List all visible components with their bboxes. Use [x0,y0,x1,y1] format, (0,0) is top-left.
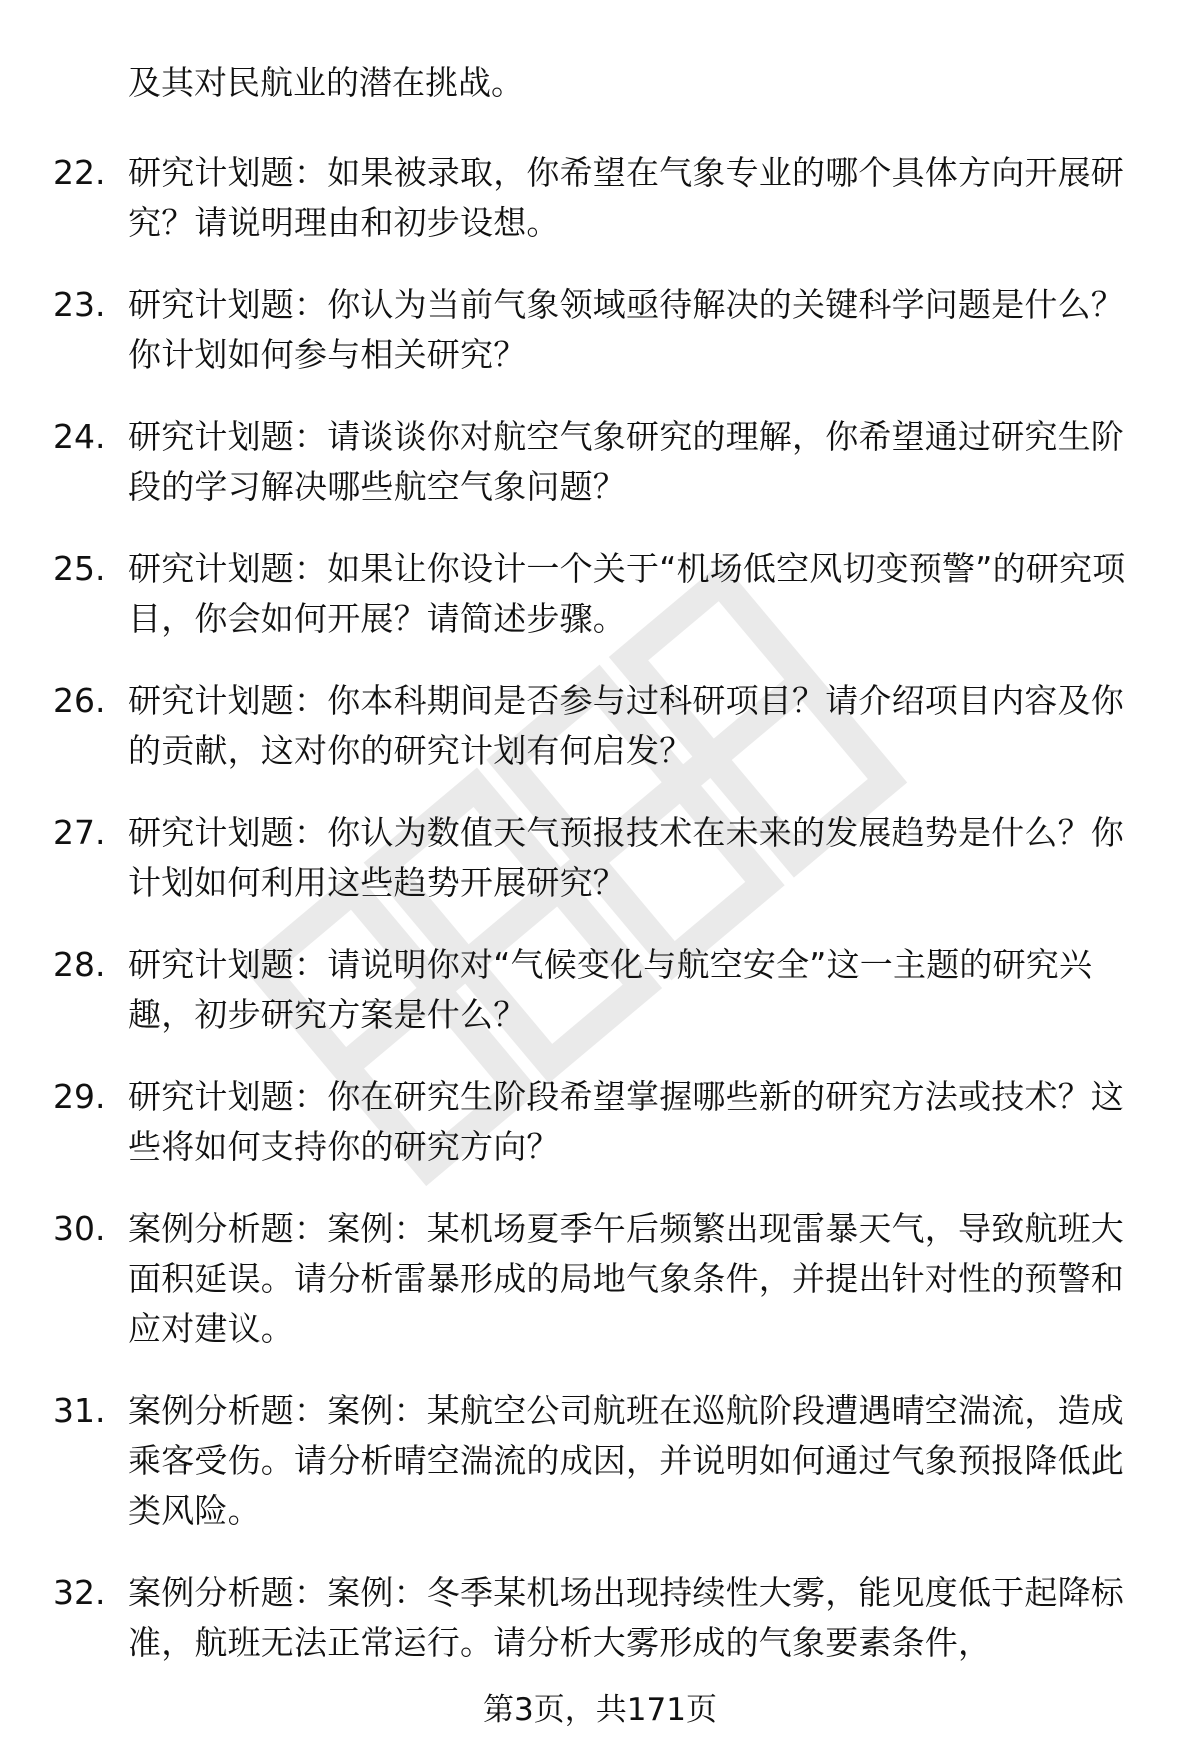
page-number-footer: 第3页，共171页 [483,1692,717,1728]
question-number: 28. [53,945,106,984]
question-item [0,940,1200,1040]
question-number: 29. [53,1077,106,1116]
question-item [0,1072,1200,1172]
question-item [0,676,1200,776]
question-text: 案例分析题：案例：某机场夏季午后频繁出现雷暴天气，导致航班大面积延误。请分析雷暴形成的局地气象条件，并提出针对性的预警和应对建议。 [128,1209,1124,1348]
question-text: 研究计划题：请说明你对“气候变化与航空安全”这一主题的研究兴趣，初步研究方案是什么？ [128,945,1093,1034]
question-item [0,1204,1200,1354]
question-item [0,1386,1200,1536]
question-item [0,412,1200,512]
question-item [0,1568,1200,1668]
question-text: 研究计划题：你认为当前气象领域亟待解决的关键科学问题是什么？你计划如何参与相关研究？ [128,285,1124,374]
continuation-text: 及其对民航业的潜在挑战。 [128,63,524,102]
question-number: 22. [53,153,106,192]
question-number: 32. [53,1573,106,1612]
question-item [0,544,1200,644]
question-item [0,280,1200,380]
question-number: 24. [53,417,106,456]
question-number: 25. [53,549,106,588]
question-number: 27. [53,813,106,852]
question-text: 研究计划题：你本科期间是否参与过科研项目？请介绍项目内容及你的贡献，这对你的研究计划有何启发？ [128,681,1124,770]
question-text: 研究计划题：如果被录取，你希望在气象专业的哪个具体方向开展研究？请说明理由和初步设想。 [128,153,1124,242]
question-list [0,148,1200,1700]
question-number: 23. [53,285,106,324]
question-text: 研究计划题：如果让你设计一个关于“机场低空风切变预警”的研究项目，你会如何开展？请简述步骤。 [128,549,1126,638]
question-text: 研究计划题：你在研究生阶段希望掌握哪些新的研究方法或技术？这些将如何支持你的研究方向？ [128,1077,1124,1166]
question-item [0,148,1200,248]
question-text: 案例分析题：案例：某航空公司航班在巡航阶段遭遇晴空湍流，造成乘客受伤。请分析晴空湍流的成因，并说明如何通过气象预报降低此类风险。 [128,1391,1124,1530]
question-text: 案例分析题：案例：冬季某机场出现持续性大雾，能见度低于起降标准，航班无法正常运行。请分析大雾形成的气象要素条件， [128,1573,1124,1662]
question-number: 31. [53,1391,106,1430]
question-number: 30. [53,1209,106,1248]
question-item [0,808,1200,908]
question-number: 26. [53,681,106,720]
question-text: 研究计划题：你认为数值天气预报技术在未来的发展趋势是什么？你计划如何利用这些趋势开展研究？ [128,813,1124,902]
question-text: 研究计划题：请谈谈你对航空气象研究的理解，你希望通过研究生阶段的学习解决哪些航空气象问题？ [128,417,1124,506]
